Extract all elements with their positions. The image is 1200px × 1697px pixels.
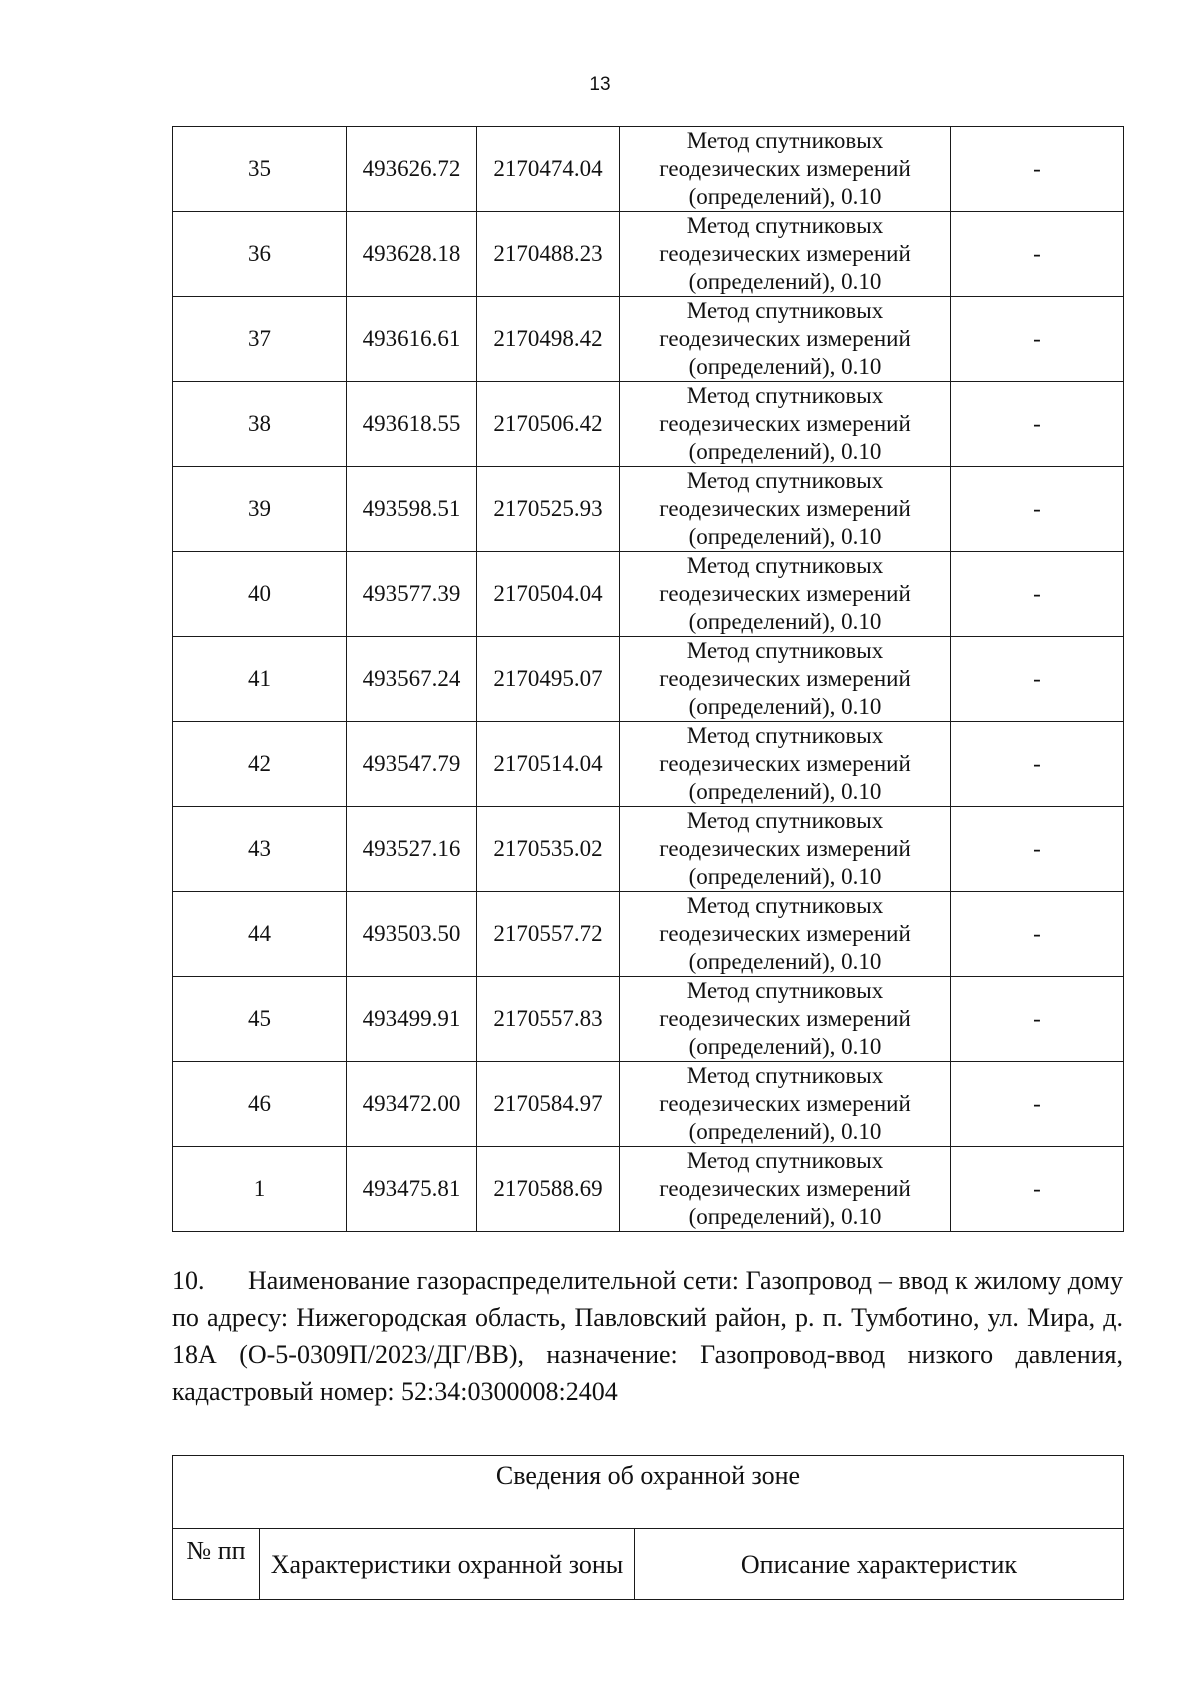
method-line: геодезических измерений [659,921,911,946]
method-line: (определений), 0.10 [688,354,882,379]
point-number-cell: 1 [173,1147,347,1232]
table-row [173,212,1124,297]
method-line: геодезических измерений [659,496,911,521]
table-row [173,637,1124,722]
table-row [173,722,1124,807]
y-coordinate-cell: 2170557.83 [477,977,620,1062]
method-line: (определений), 0.10 [688,609,882,634]
note-cell: - [951,552,1124,637]
method-line: геодезических измерений [659,411,911,436]
table-row [173,977,1124,1062]
method-line: (определений), 0.10 [688,439,882,464]
x-coordinate-cell: 493616.61 [347,297,477,382]
note-cell: - [951,1062,1124,1147]
protection-zone-table [172,1455,1124,1600]
method-line: Метод спутниковых [686,298,884,323]
x-coordinate-cell: 493618.55 [347,382,477,467]
method-line: (определений), 0.10 [688,1034,882,1059]
method-line: Метод спутниковых [686,1148,884,1173]
method-line: Метод спутниковых [686,723,884,748]
y-coordinate-cell: 2170488.23 [477,212,620,297]
table-row [173,552,1124,637]
method-line: Метод спутниковых [686,893,884,918]
zone-table-header-row [173,1529,1124,1600]
method-line: геодезических измерений [659,581,911,606]
zone-table-title: Сведения об охранной зоне [173,1456,1124,1529]
point-number-cell: 42 [173,722,347,807]
note-cell: - [951,637,1124,722]
method-line: Метод спутниковых [686,213,884,238]
x-coordinate-cell: 493475.81 [347,1147,477,1232]
y-coordinate-cell: 2170535.02 [477,807,620,892]
note-cell: - [951,892,1124,977]
point-number-cell: 35 [173,127,347,212]
method-line: геодезических измерений [659,1006,911,1031]
note-cell: - [951,212,1124,297]
method-line: (определений), 0.10 [688,864,882,889]
x-coordinate-cell: 493503.50 [347,892,477,977]
method-line: Метод спутниковых [686,808,884,833]
y-coordinate-cell: 2170504.04 [477,552,620,637]
section-text: Наименование газораспределительной сети: Газопровод – ввод к жилому дому по адресу: Нижегородская область, Павловский район, р. п. Тумботино, ул. Мира, д. 18А (О-5-0309П/2023/ДГ/ВВ), назначение: Газопровод-ввод низкого давления, кадастровый номер: 52:34:0300008:2404 [172,1266,1123,1406]
y-coordinate-cell: 2170525.93 [477,467,620,552]
section-number: 10. [172,1266,205,1295]
table-row [173,127,1124,212]
note-cell: - [951,807,1124,892]
point-number-cell: 38 [173,382,347,467]
method-line: геодезических измерений [659,836,911,861]
page-number: 13 [589,74,611,95]
table-row [173,467,1124,552]
x-coordinate-cell: 493598.51 [347,467,477,552]
method-cell [620,212,951,297]
method-cell [620,977,951,1062]
note-cell: - [951,722,1124,807]
method-cell [620,552,951,637]
method-line: Метод спутниковых [686,1063,884,1088]
method-line: геодезических измерений [659,326,911,351]
point-number-cell: 39 [173,467,347,552]
note-cell: - [951,1147,1124,1232]
method-cell [620,297,951,382]
method-cell [620,892,951,977]
y-coordinate-cell: 2170474.04 [477,127,620,212]
point-number-cell: 45 [173,977,347,1062]
zone-table-title-row [173,1456,1124,1529]
method-cell [620,1147,951,1232]
zone-header-num: № пп [173,1529,260,1600]
x-coordinate-cell: 493527.16 [347,807,477,892]
table-row [173,1062,1124,1147]
note-cell: - [951,127,1124,212]
method-cell [620,807,951,892]
x-coordinate-cell: 493577.39 [347,552,477,637]
note-cell: - [951,382,1124,467]
method-line: геодезических измерений [659,156,911,181]
note-cell: - [951,297,1124,382]
method-line: Метод спутниковых [686,638,884,663]
y-coordinate-cell: 2170588.69 [477,1147,620,1232]
x-coordinate-cell: 493499.91 [347,977,477,1062]
y-coordinate-cell: 2170495.07 [477,637,620,722]
y-coordinate-cell: 2170514.04 [477,722,620,807]
method-line: (определений), 0.10 [688,949,882,974]
coordinates-table [172,126,1124,1232]
method-line: (определений), 0.10 [688,694,882,719]
zone-header-description: Описание характеристик [635,1529,1124,1600]
table-row [173,297,1124,382]
y-coordinate-cell: 2170506.42 [477,382,620,467]
x-coordinate-cell: 493472.00 [347,1062,477,1147]
method-line: Метод спутниковых [686,383,884,408]
method-line: (определений), 0.10 [688,1204,882,1229]
table-row [173,1147,1124,1232]
y-coordinate-cell: 2170557.72 [477,892,620,977]
method-line: (определений), 0.10 [688,1119,882,1144]
method-line: Метод спутниковых [686,978,884,1003]
zone-header-characteristics: Характеристики охранной зоны [260,1529,635,1600]
point-number-cell: 41 [173,637,347,722]
x-coordinate-cell: 493567.24 [347,637,477,722]
method-cell [620,637,951,722]
point-number-cell: 46 [173,1062,347,1147]
method-line: геодезических измерений [659,751,911,776]
point-number-cell: 43 [173,807,347,892]
method-line: геодезических измерений [659,1091,911,1116]
method-cell [620,1062,951,1147]
table-row [173,382,1124,467]
table-row [173,892,1124,977]
section-paragraph [172,1262,1123,1410]
note-cell: - [951,467,1124,552]
method-line: геодезических измерений [659,241,911,266]
x-coordinate-cell: 493626.72 [347,127,477,212]
method-line: Метод спутниковых [686,553,884,578]
x-coordinate-cell: 493628.18 [347,212,477,297]
point-number-cell: 44 [173,892,347,977]
y-coordinate-cell: 2170584.97 [477,1062,620,1147]
point-number-cell: 40 [173,552,347,637]
coordinates-table-body [173,127,1124,1232]
note-cell: - [951,977,1124,1062]
method-cell [620,722,951,807]
table-row [173,807,1124,892]
method-line: (определений), 0.10 [688,269,882,294]
method-line: (определений), 0.10 [688,779,882,804]
method-cell [620,467,951,552]
point-number-cell: 37 [173,297,347,382]
y-coordinate-cell: 2170498.42 [477,297,620,382]
method-line: геодезических измерений [659,1176,911,1201]
point-number-cell: 36 [173,212,347,297]
method-line: Метод спутниковых [686,468,884,493]
method-cell [620,127,951,212]
method-cell [620,382,951,467]
x-coordinate-cell: 493547.79 [347,722,477,807]
method-line: Метод спутниковых [686,128,884,153]
method-line: (определений), 0.10 [688,524,882,549]
method-line: геодезических измерений [659,666,911,691]
method-line: (определений), 0.10 [688,184,882,209]
